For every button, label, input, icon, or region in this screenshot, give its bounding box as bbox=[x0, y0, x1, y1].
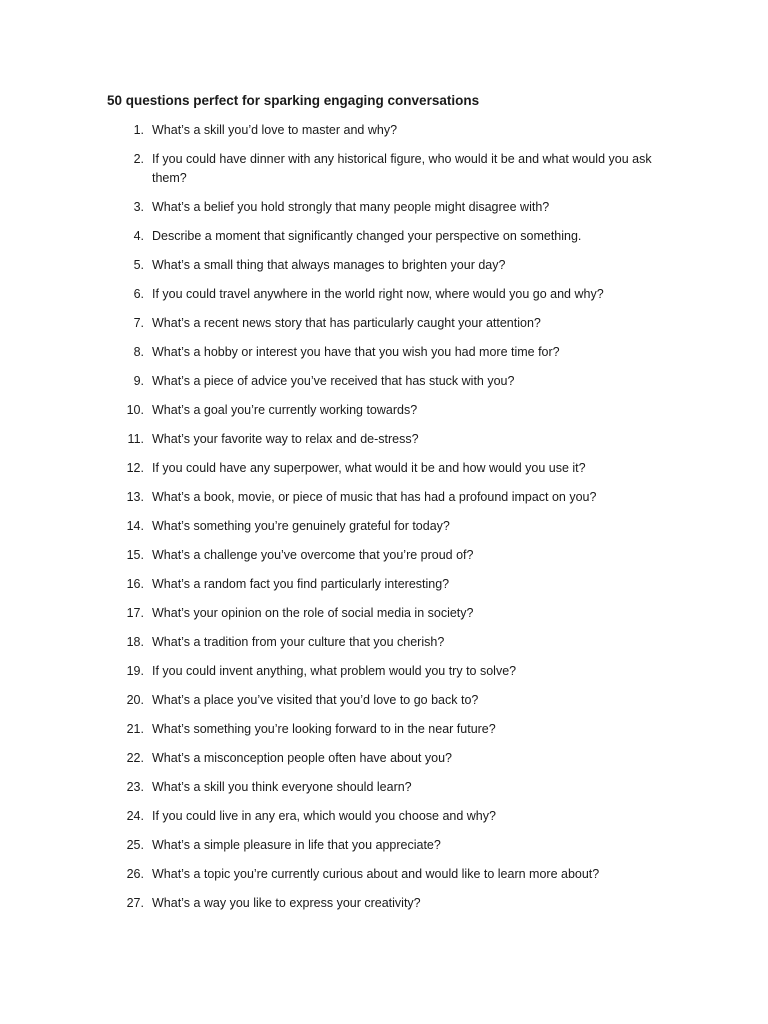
question-item bbox=[0, 285, 768, 304]
question-text: If you could live in any era, which would you choose and why? bbox=[152, 809, 496, 823]
question-number: 25. bbox=[126, 838, 144, 852]
question-text: If you could invent anything, what problem would you try to solve? bbox=[152, 664, 517, 678]
question-text: What’s a belief you hold strongly that many people might disagree with? bbox=[152, 200, 550, 214]
question-number: 21. bbox=[126, 722, 144, 736]
question-number: 15. bbox=[126, 548, 144, 562]
question-item bbox=[0, 372, 768, 391]
question-item bbox=[0, 198, 768, 217]
question-text: If you could travel anywhere in the world right now, where would you go and why? bbox=[152, 287, 604, 301]
question-text: What’s a skill you think everyone should learn? bbox=[152, 780, 412, 794]
question-item bbox=[0, 256, 768, 275]
question-text: What’s a skill you’d love to master and why? bbox=[152, 123, 398, 137]
question-item bbox=[0, 314, 768, 333]
question-number: 4. bbox=[133, 229, 144, 243]
question-item bbox=[0, 546, 768, 565]
question-number: 7. bbox=[133, 316, 144, 330]
question-text: What’s a challenge you’ve overcome that you’re proud of? bbox=[152, 548, 474, 562]
question-item bbox=[0, 150, 768, 188]
question-text: What’s a misconception people often have about you? bbox=[152, 751, 452, 765]
question-text: What’s a recent news story that has particularly caught your attention? bbox=[152, 316, 541, 330]
question-item bbox=[0, 836, 768, 855]
question-item bbox=[0, 488, 768, 507]
question-number: 12. bbox=[126, 461, 144, 475]
question-item bbox=[0, 749, 768, 768]
question-item bbox=[0, 121, 768, 140]
question-number: 10. bbox=[126, 403, 144, 417]
question-list bbox=[0, 121, 768, 923]
question-text: What’s something you’re looking forward to in the near future? bbox=[152, 722, 496, 736]
question-number: 6. bbox=[133, 287, 144, 301]
question-text: What’s a topic you’re currently curious about and would like to learn more about? bbox=[152, 867, 600, 881]
question-text: What’s a piece of advice you’ve received that has stuck with you? bbox=[152, 374, 515, 388]
document-title: 50 questions perfect for sparking engaging conversations bbox=[107, 93, 480, 108]
question-item bbox=[0, 778, 768, 797]
question-item bbox=[0, 343, 768, 362]
question-number: 19. bbox=[126, 664, 144, 678]
question-number: 18. bbox=[126, 635, 144, 649]
question-number: 5. bbox=[133, 258, 144, 272]
question-number: 3. bbox=[133, 200, 144, 214]
question-number: 24. bbox=[126, 809, 144, 823]
question-text: What’s something you’re genuinely grateful for today? bbox=[152, 519, 450, 533]
question-text: What’s a small thing that always manages to brighten your day? bbox=[152, 258, 506, 272]
question-number: 17. bbox=[126, 606, 144, 620]
question-number: 23. bbox=[126, 780, 144, 794]
question-item bbox=[0, 401, 768, 420]
question-item bbox=[0, 517, 768, 536]
question-text: If you could have dinner with any historical figure, who would it be and what would you ask them? bbox=[152, 152, 652, 185]
question-text: What’s your favorite way to relax and de-stress? bbox=[152, 432, 419, 446]
question-item bbox=[0, 691, 768, 710]
question-item bbox=[0, 633, 768, 652]
question-text: What’s a hobby or interest you have that you wish you had more time for? bbox=[152, 345, 560, 359]
question-number: 20. bbox=[126, 693, 144, 707]
question-number: 26. bbox=[126, 867, 144, 881]
question-number: 22. bbox=[126, 751, 144, 765]
question-text: What’s a place you’ve visited that you’d love to go back to? bbox=[152, 693, 479, 707]
question-item bbox=[0, 227, 768, 246]
question-item bbox=[0, 807, 768, 826]
question-item bbox=[0, 430, 768, 449]
question-item bbox=[0, 720, 768, 739]
question-number: 9. bbox=[133, 374, 144, 388]
question-text: What’s your opinion on the role of social media in society? bbox=[152, 606, 474, 620]
question-item bbox=[0, 604, 768, 623]
question-item bbox=[0, 865, 768, 884]
question-item bbox=[0, 662, 768, 681]
question-item bbox=[0, 575, 768, 594]
question-number: 14. bbox=[126, 519, 144, 533]
question-number: 13. bbox=[126, 490, 144, 504]
question-number: 11. bbox=[127, 432, 144, 446]
question-text: What’s a tradition from your culture that you cherish? bbox=[152, 635, 445, 649]
question-number: 27. bbox=[126, 896, 144, 910]
question-text: Describe a moment that significantly changed your perspective on something. bbox=[152, 229, 582, 243]
question-number: 2. bbox=[133, 152, 144, 166]
question-text: What’s a book, movie, or piece of music that has had a profound impact on you? bbox=[152, 490, 597, 504]
question-text: What’s a goal you’re currently working towards? bbox=[152, 403, 418, 417]
question-text: What’s a simple pleasure in life that you appreciate? bbox=[152, 838, 441, 852]
question-text: What’s a way you like to express your creativity? bbox=[152, 896, 421, 910]
question-item bbox=[0, 459, 768, 478]
question-item bbox=[0, 894, 768, 913]
question-number: 16. bbox=[126, 577, 144, 591]
question-text: What’s a random fact you find particularly interesting? bbox=[152, 577, 450, 591]
question-number: 8. bbox=[133, 345, 144, 359]
question-number: 1. bbox=[133, 123, 144, 137]
question-text: If you could have any superpower, what would it be and how would you use it? bbox=[152, 461, 586, 475]
